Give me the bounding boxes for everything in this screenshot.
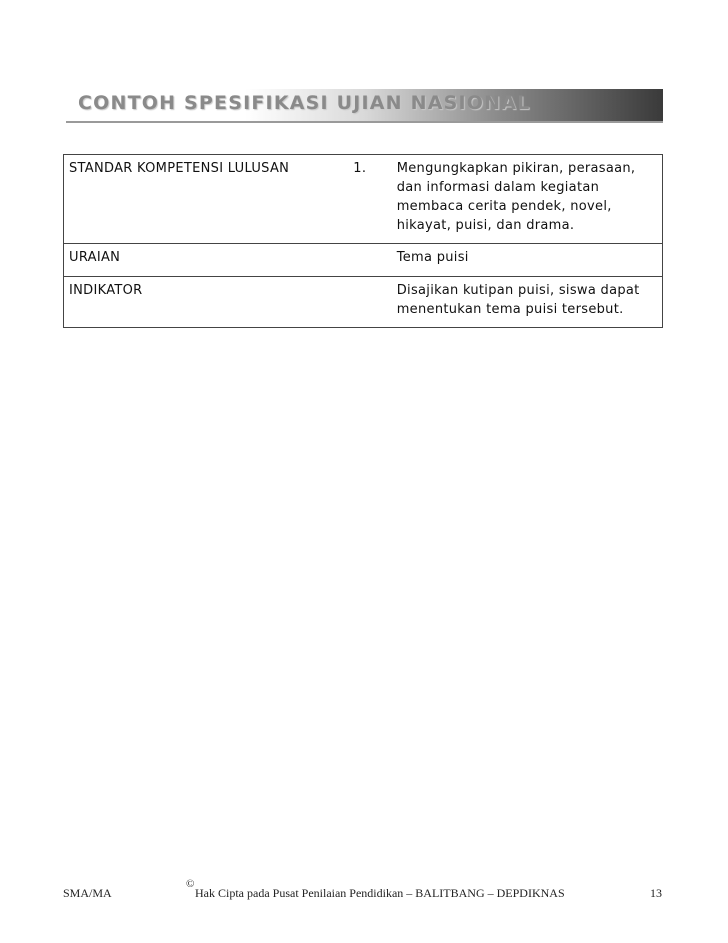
row-number: 1.: [348, 155, 391, 244]
row-number: [348, 277, 391, 328]
page-number: 13: [650, 886, 662, 900]
row-description: Mengungkapkan pikiran, perasaan, dan informasi dalam kegiatan membaca cerita pendek, novel, hikayat, puisi, dan drama.: [392, 155, 663, 244]
specification-table: [63, 154, 663, 328]
row-number: [348, 244, 391, 277]
page-title: CONTOH SPESIFIKASI UJIAN NASIONAL: [78, 92, 531, 114]
row-label: INDIKATOR: [64, 277, 349, 328]
footer-school-level: SMA/MA: [63, 886, 112, 900]
row-description: Tema puisi: [392, 244, 663, 277]
table-row: [64, 155, 663, 244]
footer-copyright-text: Hak Cipta pada Pusat Penilaian Pendidikan – BALITBANG – DEPDIKNAS: [195, 886, 565, 900]
copyright-symbol: ©: [186, 878, 195, 890]
table-row: [64, 277, 663, 328]
table-row: [64, 244, 663, 277]
row-label: STANDAR KOMPETENSI LULUSAN: [64, 155, 349, 244]
row-description: Disajikan kutipan puisi, siswa dapat menentukan tema puisi tersebut.: [392, 277, 663, 328]
row-label: URAIAN: [64, 244, 349, 277]
